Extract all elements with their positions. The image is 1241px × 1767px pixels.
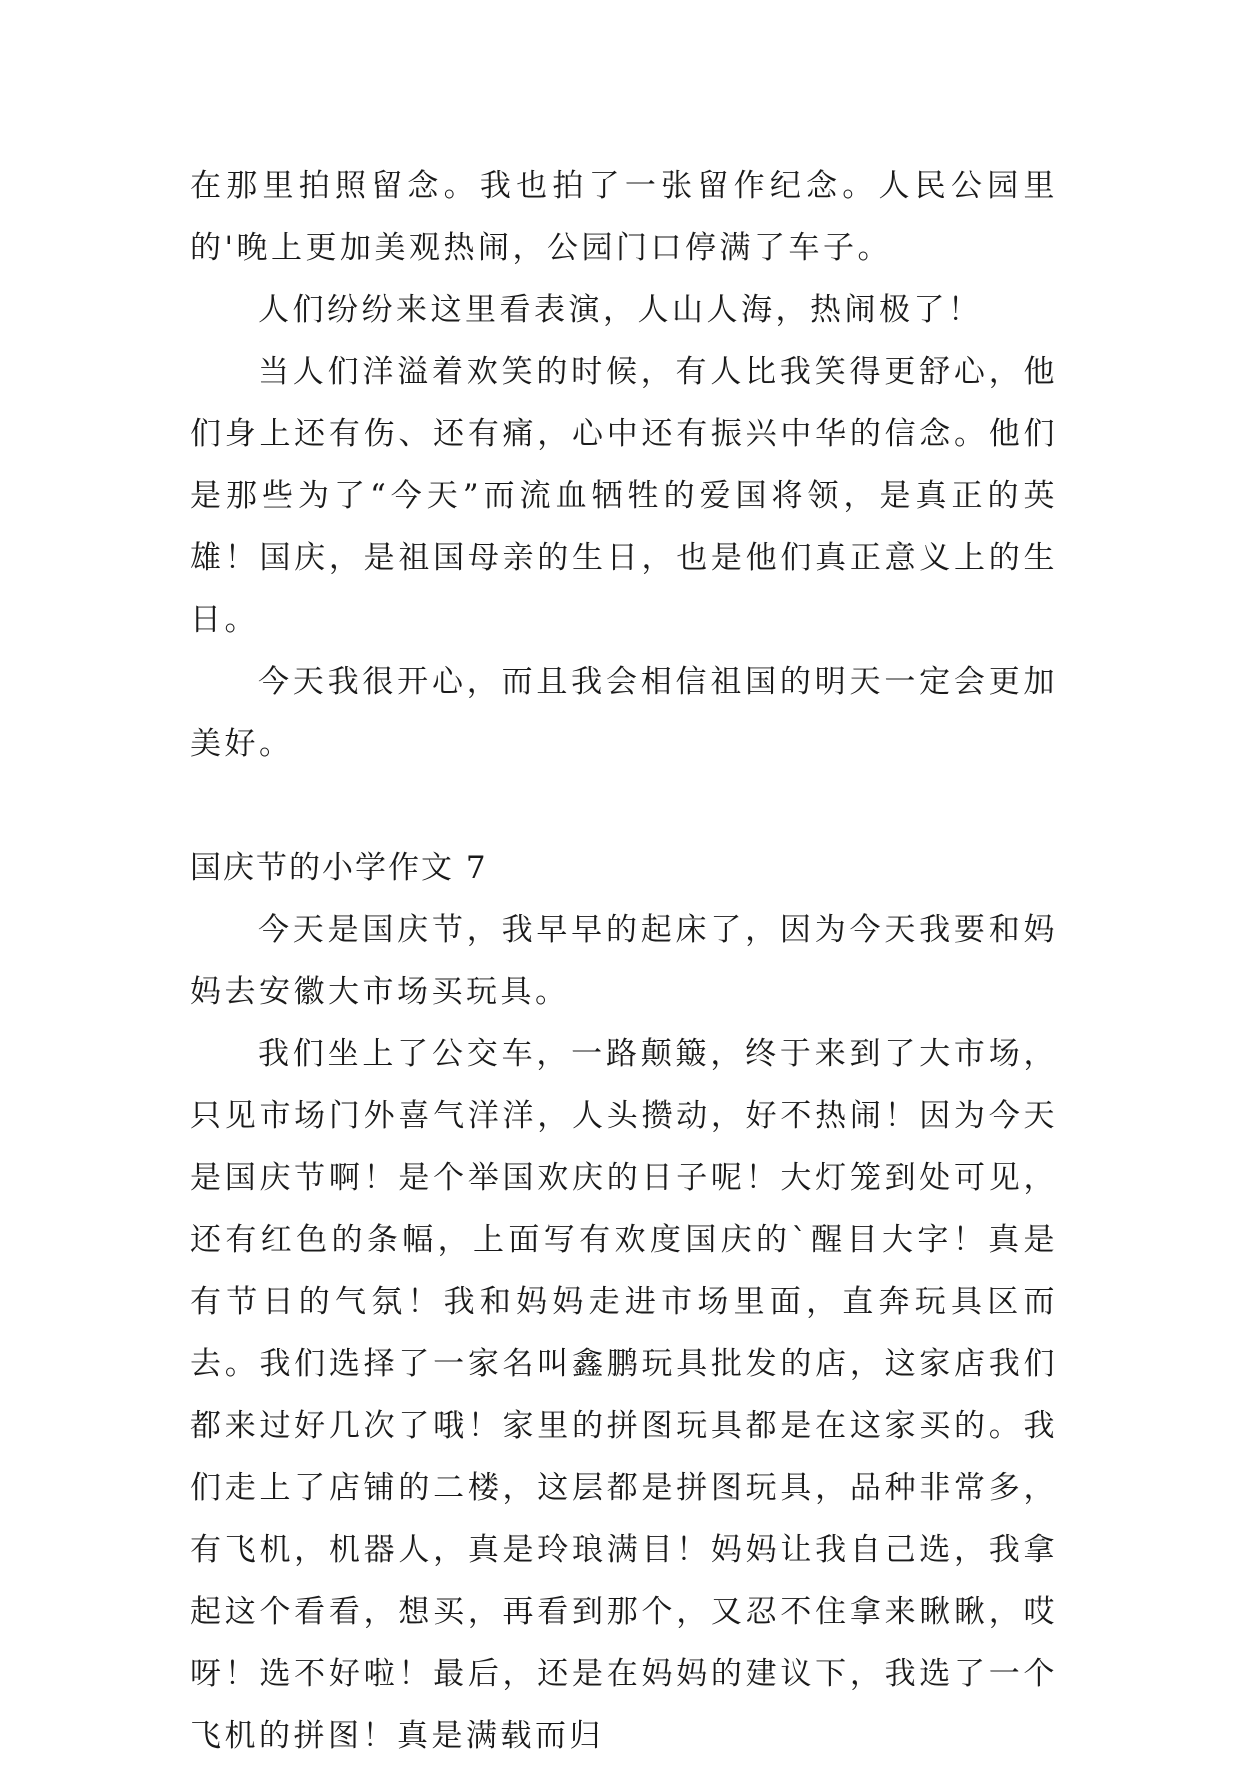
paragraph-3: 当人们洋溢着欢笑的时候，有人比我笑得更舒心，他们身上还有伤、还有痛，心中还有振兴中华的信念。他们是那些为了“今天”而流血牺牲的爱国将领，是真正的英雄！国庆，是祖国母亲的生日，也是他们真正意义上的生日。 (190, 354, 1058, 638)
paragraph-2: 人们纷纷来这里看表演，人山人海，热闹极了！ (258, 292, 983, 328)
paragraph-6: 我们坐上了公交车，一路颠簸，终于来到了大市场，只见市场门外喜气洋洋，人头攒动，好不热闹！因为今天是国庆节啊！是个举国欢庆的日子呢！大灯笼到处可见，还有红色的条幅，上面写有欢度国庆的`醒目大字！真是有节日的气氛！我和妈妈走进市场里面，直奔玩具区而去。我们选择了一家名叫鑫鹏玩具批发的店，这家店我们都来过好几次了哦！家里的拼图玩具都是在这家买的。我们走上了店铺的二楼，这层都是拼图玩具，品种非常多，有飞机，机器人，真是玲琅满目！妈妈让我自己选，我拿起这个看看，想买，再看到那个，又忍不住拿来瞅瞅，哎呀！选不好啦！最后，还是在妈妈的建议下，我选了一个飞机的拼图！真是满载而归 (190, 1036, 1058, 1754)
document-body (190, 155, 1058, 1767)
section-title: 国庆节的小学作文 7 (190, 850, 488, 886)
paragraph-4: 今天我很开心，而且我会相信祖国的明天一定会更加美好。 (190, 664, 1058, 762)
section-gap (190, 775, 1058, 837)
paragraph-5: 今天是国庆节，我早早的起床了，因为今天我要和妈妈去安徽大市场买玩具。 (190, 912, 1058, 1010)
paragraph-1: 在那里拍照留念。我也拍了一张留作纪念。人民公园里的'晚上更加美观热闹，公园门口停满了车子。 (190, 168, 1058, 266)
